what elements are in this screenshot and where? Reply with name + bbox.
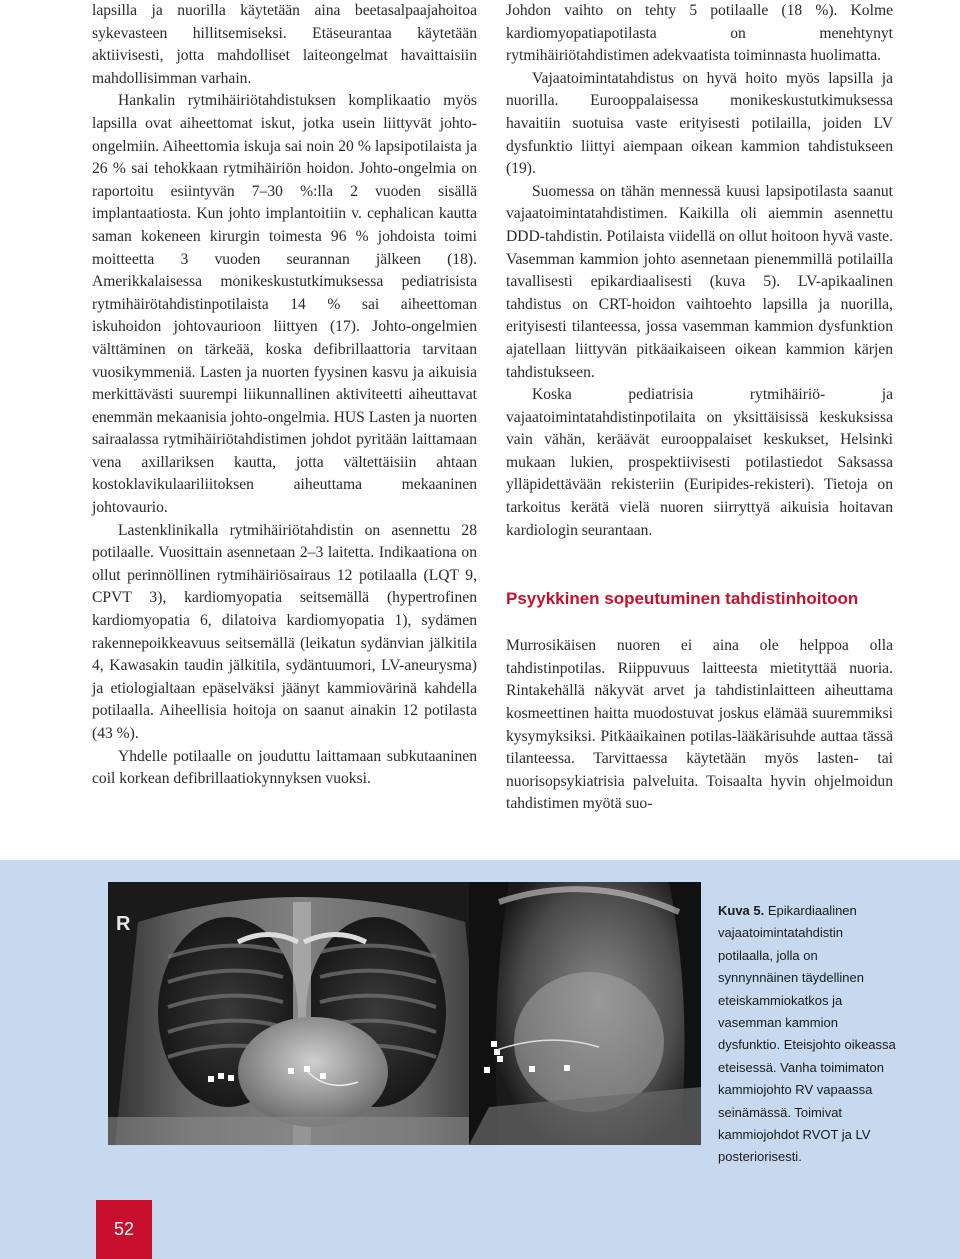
left-paragraph-3: Lastenklinikalla rytmihäiriötahdistin on asennettu 28 potilaalle. Vuosittain asennetaan 2–3 laitetta. Indikaationa on ollut perinnöllinen rytmihäiriösairaus 12 potilaalla (LQT 9, CPVT 3), kardiomyopatia seitsemällä (hypertrofinen kardiomyopatia 6, dilatoiva kardiomyopatia 1), sydämen rakennepoikkeavuus seitsemällä (leikatun sydänvian jälkitila 4, Kawasakin taudin jälkitila, sydäntuumori, LV-aneurysma) ja etiologialtaan epäselväksi jäänyt kammiovärinä kahdella potilaalla. Aiheellisia hoitoja on saanut ainakin 12 potilasta (43 %).	[92, 521, 477, 742]
section-heading: Psyykkinen sopeutuminen tahdistinhoitoon	[506, 589, 859, 609]
left-paragraph-1: lapsilla ja nuorilla käytetään aina beetasalpaajahoitoa sykevasteen hillitsemiseksi. Etäseurantaa käytetään aktiivisesti, jotta mahdolliset laiteongelmat havaittaisiin mahdollisimman varhain.	[92, 2, 477, 87]
right-paragraph-3: Suomessa on tähän mennessä kuusi lapsipotilasta saanut vajaatoimintatahdistimen. Kaikilla oli aiemmin asennettu DDD-tahdistin. Potilaista viidellä on ollut hoitoon hyvä vaste. Vasemman kammion johto asennetaan pienemmillä potilailla tavallisesti epikardiaalisesti (kuva 5). LV-apikaalinen tahdistus on CRT-hoidon vaihtoehto lapsilla ja nuorilla, erityisesti tilanteessa, jossa vasemman kammion dysfunktion ajatellaan liittyvän pitkäaikaiseen oikean kammion kärjen tahdistukseen.	[506, 182, 893, 381]
left-paragraph-4: Yhdelle potilaalle on jouduttu laittamaan subkutaaninen coil korkean defibrillaatiokynnyksen vuoksi.	[92, 747, 477, 788]
left-column	[92, 0, 477, 791]
caption-text: Epikardiaalinen vajaatoimintatahdistin potilaalla, jolla on synnynnäinen täydellinen eteiskammiokatkos ja vasemman kammion dysfunktio. Eteisjohto oikeassa eteisessä. Vanha toimimaton kammiojohto RV vapaassa seinämässä. Toimivat kammiojohdot RVOT ja LV posteriorisesti.	[718, 903, 896, 1165]
caption-label: Kuva 5.	[718, 903, 765, 918]
left-paragraph-2: Hankalin rytmihäiriötahdistuksen komplikaatio myös lapsilla ovat aiheettomat iskut, jotka usein liittyvät johto-ongelmiin. Aiheettomia iskuja sai noin 20 % lapsipotilaista ja 26 % sai tehokkaan rytmihäiriön hoidon. Johto-ongelmia on raportoitu esiintyvän 7–30 %:lla 2 vuoden sisällä implantaatiosta. Kun johto implantoitiin v. cephalican kautta saman kokeneen kirurgin toimesta 96 % johdoista toimi moitteetta 3 vuoden seurannan jälkeen (18). Amerikkalaisessa monikeskustutkimuksessa pediatrisista rytmihäirötahdistinpotilaista 14 % sai aiheettoman iskuhoidon johtovaurioon liittyen (17). Johto-ongelmien välttäminen on tärkeää, koska defibrillaattoria tarvitaan vuosikymmeniä. Lasten ja nuorten fyysinen kasvu ja aikuisia merkittävästi suurempi liikunnallinen aktiviteetti aiheuttavat enemmän mekaanisia johto-ongelmia. HUS Lasten ja nuorten sairaalassa rytmihäiriötahdistimen johdot pyritään laittamaan vena axillariksen kautta, jotta vältettäisiin ahtaan kostoklavikulaariliitoksen aiheuttama mekaaninen johtovaurio.	[92, 92, 477, 517]
right-paragraph-5: Murrosikäisen nuoren ei aina ole helppoa olla tahdistinpotilas. Riippuvuus laitteesta mietityttää nuoria. Rintakehällä näkyvät arvet ja tahdistinlaitteen aiheuttama kosmeettinen haitta muodostuvat joskus elämää suuremmiksi kysymyksiksi. Pitkäaikainen potilas-lääkärisuhde auttaa tässä tilanteessa. Tarvittaessa käytetään myös lasten- tai nuorisopsykiatrisia palveluita. Toisaalta hyvin ohjelmoidun tahdistimen myötä suo-	[506, 637, 893, 813]
page-number: 52	[96, 1200, 152, 1259]
xray-marker-label: R	[116, 913, 131, 935]
right-column	[506, 0, 893, 816]
right-paragraph-1: Johdon vaihto on tehty 5 potilaalle (18 %). Kolme kardiomyopatiapotilasta on menehtynyt rytmihäiriötahdistimen adekvaatista toiminnasta huolimatta.	[506, 2, 893, 65]
chest-xray-lateral-image	[469, 882, 701, 1145]
chest-xray-frontal-image	[108, 882, 495, 1145]
right-paragraph-2: Vajaatoimintatahdistus on hyvä hoito myös lapsilla ja nuorilla. Eurooppalaisessa monikeskustutkimuksessa havaitiin suotuisa vaste erityisesti potilailla, joiden LV dysfunktio liittyi aiempaan oikean kammion tahdistukseen (19).	[506, 69, 893, 178]
right-paragraph-4: Koska pediatrisia rytmihäiriö- ja vajaatoimintatahdistinpotilaita on yksittäisissä keskuksissa vain vähän, keräävät eurooppalaiset keskukset, Helsinki mukaan lukien, prospektiivisesti potilastiedot Saksassa ylläpidettävään rekisteriin (Euripides-rekisteri). Tietoja on tarkoitus kerätä vielä nuoren siirryttyä aikuisia hoitavan kardiologin seurantaan.	[506, 386, 893, 539]
figure-caption	[718, 900, 898, 1169]
